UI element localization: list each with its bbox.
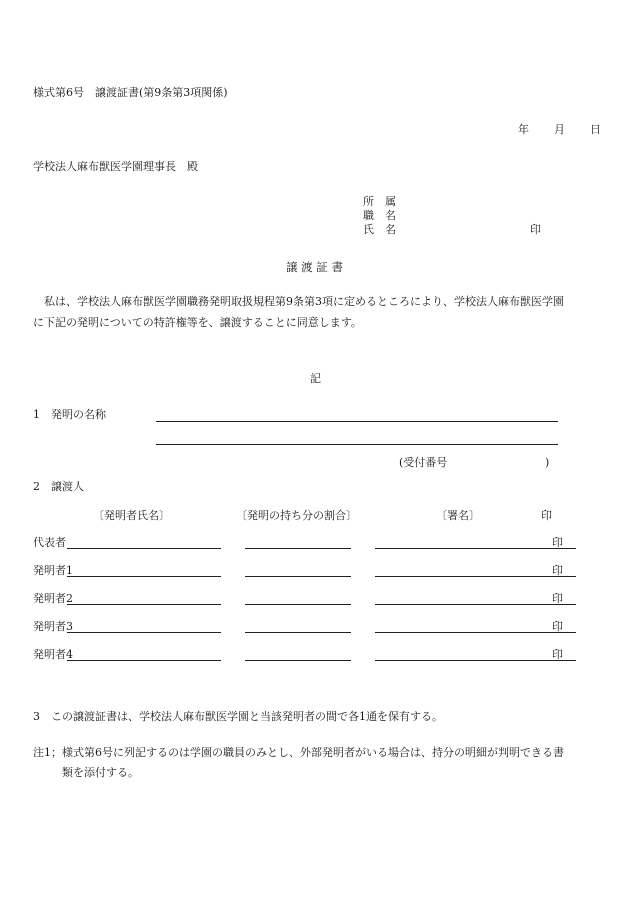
section1-number: 1 xyxy=(33,408,40,421)
column-header-seal: 印 xyxy=(541,509,552,522)
section1-label: 発明の名称 xyxy=(51,408,106,421)
reception-number-open: (受付番号 xyxy=(399,456,448,469)
reception-number-close: ) xyxy=(545,456,550,469)
inventor-3-share-line[interactable] xyxy=(245,632,351,633)
representative-name-line[interactable] xyxy=(67,548,221,549)
form-title: 様式第6号 譲渡証書(第9条第3項関係) xyxy=(33,86,228,99)
column-header-signature: 〔署名〕 xyxy=(436,509,480,522)
row-label-inventor-3: 発明者3 xyxy=(33,620,73,633)
date-day-label: 日 xyxy=(590,123,601,136)
body-line-2: に下記の発明についての特許権等を、譲渡することに同意します。 xyxy=(33,316,362,329)
inventor-1-signature-line[interactable] xyxy=(375,576,576,577)
row-label-representative: 代表者 xyxy=(33,536,66,549)
inventor-4-share-line[interactable] xyxy=(245,660,351,661)
job-title-label: 職 名 xyxy=(363,209,396,222)
row-label-inventor-4: 発明者4 xyxy=(33,648,73,661)
row-label-inventor-2: 発明者2 xyxy=(33,592,73,605)
full-name-label: 氏 名 xyxy=(363,223,396,236)
section3-text: 3 この譲渡証書は、学校法人麻布獣医学園と当該発明者の間で各1通を保有する。 xyxy=(33,710,443,723)
addressee: 学校法人麻布獣医学園理事長 殿 xyxy=(33,160,198,173)
inventor-3-name-line[interactable] xyxy=(67,632,221,633)
inventor-4-seal: 印 xyxy=(552,648,563,661)
inventor-3-signature-line[interactable] xyxy=(375,632,576,633)
inventor-2-name-line[interactable] xyxy=(67,604,221,605)
date-month-label: 月 xyxy=(554,123,565,136)
column-header-inventor-name: 〔発明者氏名〕 xyxy=(93,509,170,522)
section2-number: 2 xyxy=(33,480,40,493)
row-label-inventor-1: 発明者1 xyxy=(33,564,73,577)
section2-label: 譲渡人 xyxy=(51,480,84,493)
inventor-1-seal: 印 xyxy=(552,564,563,577)
inventor-1-share-line[interactable] xyxy=(245,576,351,577)
inventor-2-seal: 印 xyxy=(552,592,563,605)
invention-name-line-1[interactable] xyxy=(156,421,558,422)
inventor-1-name-line[interactable] xyxy=(67,576,221,577)
representative-seal: 印 xyxy=(552,536,563,549)
seal-mark: 印 xyxy=(530,223,541,236)
invention-name-line-2[interactable] xyxy=(156,444,558,445)
date-year-label: 年 xyxy=(518,123,529,136)
inventor-4-name-line[interactable] xyxy=(67,660,221,661)
inventor-2-share-line[interactable] xyxy=(245,604,351,605)
inventor-3-seal: 印 xyxy=(552,620,563,633)
representative-share-line[interactable] xyxy=(245,548,351,549)
body-line-1: 私は、学校法人麻布獣医学園職務発明取扱規程第9条第3項に定めるところにより、学校法人麻布獣医学園 xyxy=(33,295,564,308)
ki-heading: 記 xyxy=(310,372,321,385)
note-line-1: 注1；様式第6号に列記するのは学園の職員のみとし、外部発明者がいる場合は、持分の明細が判明できる書 xyxy=(33,746,564,759)
column-header-share-ratio: 〔発明の持ち分の割合〕 xyxy=(236,509,357,522)
inventor-4-signature-line[interactable] xyxy=(375,660,576,661)
document-title: 譲 渡 証 書 xyxy=(286,260,343,274)
affiliation-label: 所 属 xyxy=(363,195,396,208)
representative-signature-line[interactable] xyxy=(375,548,576,549)
inventor-2-signature-line[interactable] xyxy=(375,604,576,605)
note-line-2: 類を添付する。 xyxy=(62,766,139,779)
